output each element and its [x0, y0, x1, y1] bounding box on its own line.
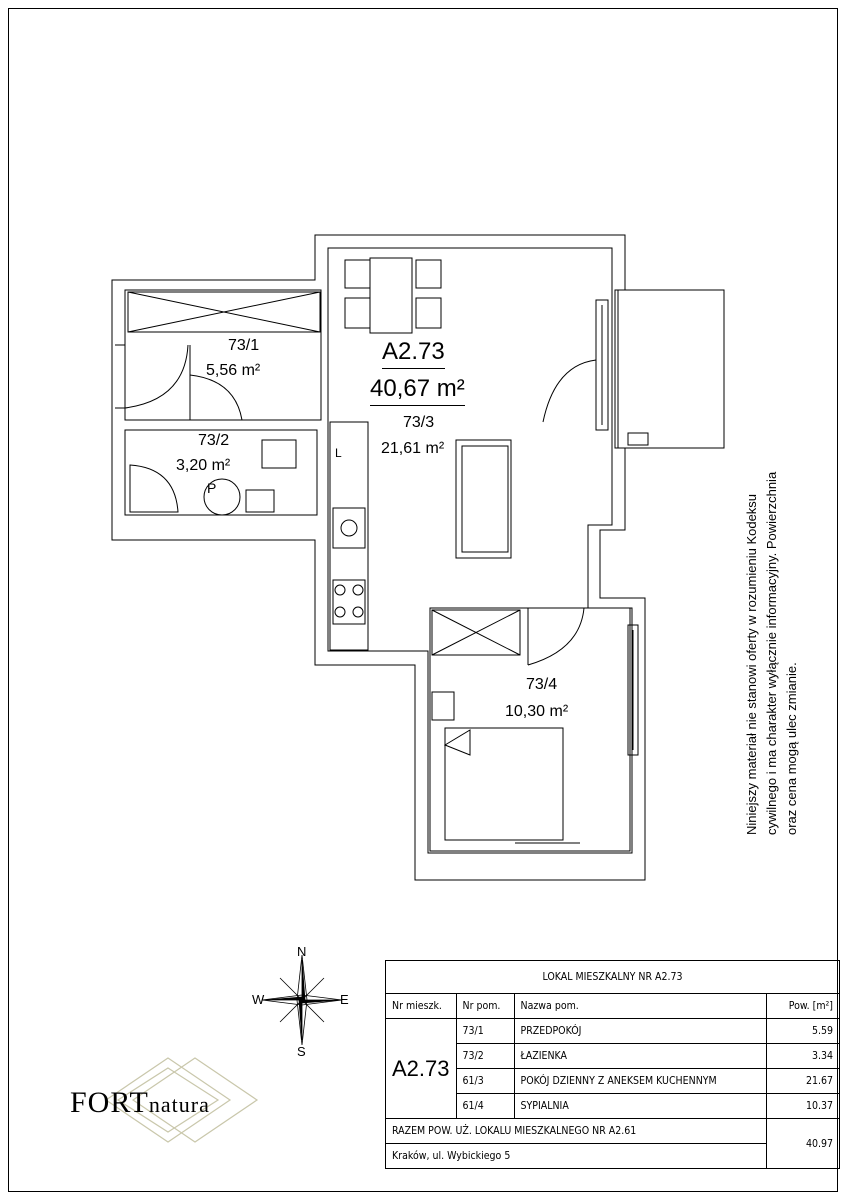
room-73-2-id: 73/2 [198, 432, 230, 449]
room-73-2-area: 3,20 m² [176, 457, 231, 474]
disclaimer: Niniejszy materiał nie stanowi oferty w rozumieniu Kodeksu cywilnego i ma charakter wyłącznie informacyjny. Powierzchnia oraz cena mogą ulec zmianie. [744, 471, 799, 835]
apartment-cell: A2.73 [386, 1019, 457, 1119]
table-row: 61/3 POKÓJ DZIENNY Z ANEKSEM KUCHENNYM 21.67 [386, 1069, 840, 1094]
room-summary-table [385, 960, 840, 1169]
sofa [456, 440, 511, 558]
header-area: Pow. [m²] [767, 994, 840, 1019]
bath-label-p: P [207, 480, 217, 496]
total-label: RAZEM POW. UŻ. LOKALU MIESZKALNEGO NR A2.61 [386, 1119, 767, 1144]
address: Kraków, ul. Wybickiego 5 [386, 1144, 767, 1169]
compass-rose [262, 955, 342, 1045]
dining-table [370, 258, 412, 333]
header-apt: Nr mieszk. [386, 994, 457, 1019]
room-73-1-area: 5,56 m² [206, 362, 261, 379]
room-73-4 [430, 608, 630, 851]
header-room-name: Nazwa pom. [514, 994, 767, 1019]
inner-wall [328, 248, 632, 853]
room-73-3-id: 73/3 [403, 414, 435, 431]
apartment-area: 40,67 m² [370, 375, 465, 406]
balcony [618, 290, 724, 448]
compass-w: W [252, 992, 265, 1007]
bed [445, 728, 563, 840]
room-73-3-area: 21,61 m² [381, 440, 445, 457]
room-73-4-id: 73/4 [526, 676, 558, 693]
apartment-code: A2.73 [382, 338, 445, 369]
table-row: A2.73 73/1 PRZEDPOKÓJ 5.59 [386, 1019, 840, 1044]
fort-natura-logo: FORTnatura [70, 1086, 210, 1119]
table-row: 73/2 ŁAZIENKA 3.34 [386, 1044, 840, 1069]
room-73-1-id: 73/1 [228, 337, 260, 354]
room-73-1 [125, 290, 321, 420]
room-73-4-area: 10,30 m² [505, 703, 569, 720]
table-row: 61/4 SYPIALNIA 10.37 [386, 1094, 840, 1119]
header-room-no: Nr pom. [456, 994, 514, 1019]
compass-n: N [297, 944, 307, 959]
total-area: 40.97 [767, 1119, 840, 1169]
kitchen-label-l: L [335, 446, 342, 460]
compass-e: E [340, 992, 349, 1007]
compass-s: S [297, 1044, 306, 1059]
table-title: LOKAL MIESZKALNY NR A2.73 [386, 961, 840, 994]
